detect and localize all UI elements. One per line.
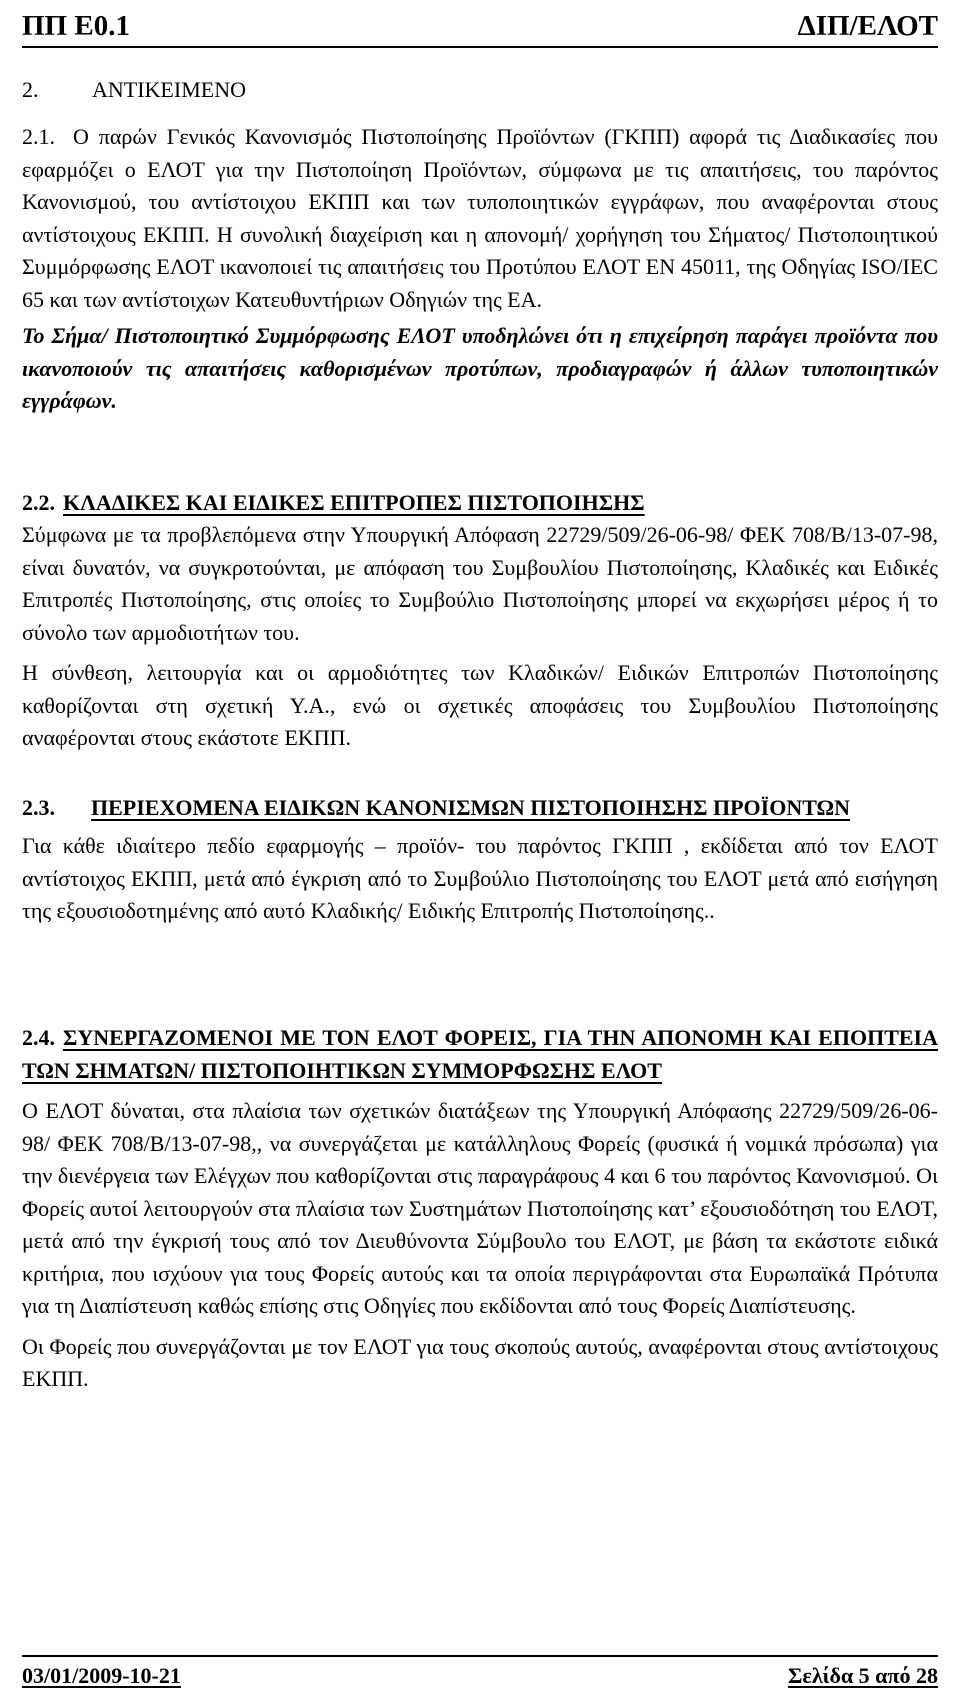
section-2-2-paragraph-2: Η σύνθεση, λειτουργία και οι αρμοδιότητες των Κλαδικών/ Ειδικών Επιτροπών Πιστοποίησης καθορίζονται στη σχετική Υ.Α., ενώ οι σχετικές αποφάσεις του Συμβουλίου Πιστοποίησης αναφέρονται στους εκάστοτε ΕΚΠΠ. — [22, 660, 938, 750]
section-2-2-number: 2.2. — [22, 490, 55, 515]
section-2-2 — [22, 486, 938, 755]
footer-date: 03/01/2009-10-21 — [22, 1663, 181, 1688]
section-2-4-title: ΣΥΝΕΡΓΑΖΟΜΕΝΟΙ ΜΕ ΤΟΝ ΕΛΟΤ ΦΟΡΕΙΣ, ΓΙΑ ΤΗΝ ΑΠΟΝΟΜΗ ΚΑΙ ΕΠΟΠΤΕΙΑ ΤΩΝ ΣΗΜΑΤΩΝ/ ΠΙΣΤΟΠΟΙΗΤΙΚΩΝ ΣΥΜΜΟΡΦΩΣΗΣ ΕΛΟΤ — [22, 1025, 938, 1083]
section-2-4-number: 2.4. — [22, 1025, 55, 1050]
section-2-heading — [22, 74, 938, 106]
header-department: ΔΙΠ/ΕΛΟΤ — [797, 10, 938, 42]
page-header — [22, 6, 938, 48]
section-2-1-text: Ο παρών Γενικός Κανονισμός Πιστοποίησης Προϊόντων (ΓΚΠΠ) αφορά τις Διαδικασίες που εφαρμόζει ο ΕΛΟΤ για την Πιστοποίηση Προϊόντων, σύμφωνα με τις απαιτήσεις, του παρόντος Κανονισμού, του αντίστοιχου ΕΚΠΠ και των τυποποιητικών εγγράφων, που αναφέρονται στους αντίστοιχους ΕΚΠΠ. Η συνολική διαχείριση και η απονομή/ χορήγηση του Σήματος/ Πιστοποιητικού Συμμόρφωσης ΕΛΟΤ ικανοποιεί τις απαιτήσεις του Προτύπου ΕΛΟΤ ΕΝ 45011, της Οδηγίας ISO/IEC 65 και των αντίστοιχων Κατευθυντήριων Οδηγιών της ΕΑ. — [22, 124, 938, 312]
section-2-3 — [22, 791, 938, 928]
section-2-3-title: ΠΕΡΙΕΧΟΜΕΝΑ ΕΙΔΙΚΩΝ ΚΑΝΟΝΙΣΜΩΝ ΠΙΣΤΟΠΟΙΗΣΗΣ ΠΡΟΪΟΝΤΩΝ — [91, 795, 850, 820]
section-2-2-paragraph-1: Σύμφωνα με τα προβλεπόμενα στην Υπουργική Απόφαση 22729/509/26-06-98/ ΦΕΚ 708/Β/13-07-98, είναι δυνατόν, να συγκροτούνται, με απόφαση του Συμβουλίου Πιστοποίησης, Κλαδικές και Ειδικές Επιτροπές Πιστοποίησης, στις οποίες το Συμβούλιο Πιστοποίησης μπορεί να εκχωρήσει μέρος ή το σύνολο των αρμοδιοτήτων του. — [22, 522, 938, 645]
section-2-3-heading — [22, 791, 938, 824]
section-2-4-heading — [22, 1021, 938, 1087]
section-2-3-number: 2.3. — [22, 795, 55, 820]
section-2-1-number: 2.1. — [22, 124, 55, 149]
section-2-2-title: ΚΛΑΔΙΚΕΣ ΚΑΙ ΕΙΔΙΚΕΣ ΕΠΙΤΡΟΠΕΣ ΠΙΣΤΟΠΟΙΗΣΗΣ — [63, 490, 645, 515]
section-2-1 — [22, 121, 938, 418]
section-2-2-heading — [22, 486, 938, 519]
section-2-1-emphasis: Το Σήμα/ Πιστοποιητικό Συμμόρφωσης ΕΛΟΤ υποδηλώνει ότι η επιχείρηση παράγει προϊόντα που ικανοποιούν τις απαιτήσεις καθορισμένων προτύπων, προδιαγραφών ή άλλων τυποποιητικών εγγράφων. — [22, 323, 938, 413]
section-2-3-paragraph-1: Για κάθε ιδιαίτερο πεδίο εφαρμογής – προϊόν- του παρόντος ΓΚΠΠ , εκδίδεται από τον ΕΛΟΤ αντίστοιχος ΕΚΠΠ, μετά από έγκριση από το Συμβούλιο Πιστοποίησης του ΕΛΟΤ μετά από εισήγηση της εξουσιοδοτημένης από αυτό Κλαδικής/ Ειδικής Επιτροπής Πιστοποίησης.. — [22, 833, 938, 923]
footer-page-number: Σελίδα 5 από 28 — [788, 1663, 938, 1688]
section-2-number: 2. — [22, 77, 39, 102]
section-2-4 — [22, 1021, 938, 1396]
section-2-4-paragraph-2: Οι Φορείς που συνεργάζονται με τον ΕΛΟΤ για τους σκοπούς αυτούς, αναφέρονται στους αντίστοιχους ΕΚΠΠ. — [22, 1333, 938, 1391]
page-footer — [22, 1655, 938, 1689]
section-2-4-paragraph-1: Ο ΕΛΟΤ δύναται, στα πλαίσια των σχετικών διατάξεων της Υπουργική Απόφασης 22729/509/26-06-98/ ΦΕΚ 708/Β/13-07-98,, να συνεργάζεται με κατάλληλους Φορείς (φυσικά ή νομικά πρόσωπα) για την διενέργεια των Ελέγχων που καθορίζονται στις παραγράφους 4 και 6 του παρόντος Κανονισμού. Οι Φορείς αυτοί λειτουργούν στα πλαίσια των Συστημάτων Πιστοποίησης κατ’ εξουσιοδότηση του ΕΛΟΤ, μετά από την έγκρισή τους από τον Διευθύνοντα Σύμβουλο του ΕΛΟΤ, με βάση τα εκάστοτε ειδικά κριτήρια, που ισχύουν για τους Φορείς αυτούς και τα οποία περιγράφονται στα Ευρωπαϊκά Πρότυπα για τη Διαπίστευση καθώς επίσης στις Οδηγίες που εκδίδονται από τους Φορείς Διαπίστευσης. — [22, 1098, 938, 1318]
section-2-1-paragraph — [22, 121, 938, 316]
section-2-title: ΑΝΤΙΚΕΙΜΕΝΟ — [92, 77, 246, 102]
header-doc-code: ΠΠ Ε0.1 — [22, 10, 130, 42]
